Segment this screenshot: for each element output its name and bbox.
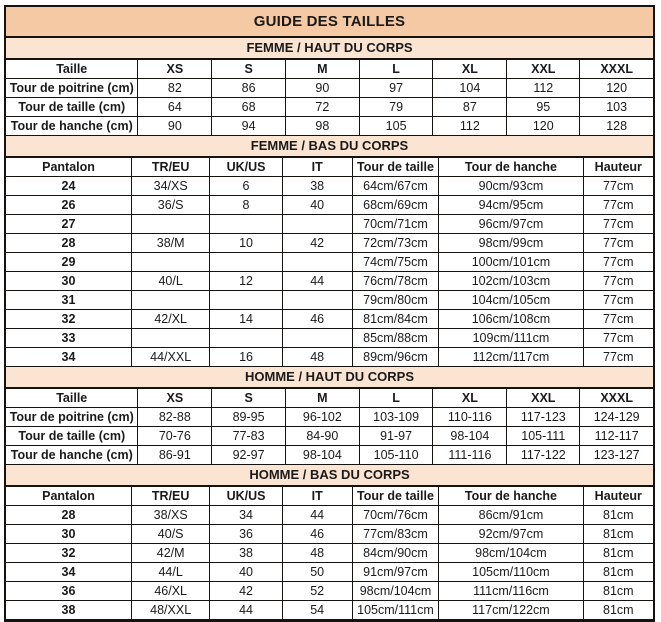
table-cell: 104 — [433, 79, 507, 98]
row-label: 33 — [6, 329, 132, 348]
table-cell: 72 — [285, 98, 359, 117]
row-label: 36 — [6, 582, 132, 601]
column-header: Hauteur — [583, 487, 653, 506]
column-header: Taille — [6, 389, 138, 408]
table-cell: 102cm/103cm — [439, 272, 583, 291]
table-cell: 94cm/95cm — [439, 196, 583, 215]
table-cell — [210, 215, 282, 234]
row-label: 24 — [6, 177, 132, 196]
table-cell: 10 — [210, 234, 282, 253]
table-cell: 110-116 — [433, 408, 507, 427]
row-label: Tour de taille (cm) — [6, 427, 138, 446]
table-cell: 82 — [138, 79, 212, 98]
table-cell: 98cm/99cm — [439, 234, 583, 253]
table-cell: 77cm — [583, 215, 653, 234]
table-row — [6, 582, 653, 601]
table-cell: 72cm/73cm — [352, 234, 439, 253]
column-header: TR/EU — [132, 158, 210, 177]
table-cell: 111-116 — [433, 446, 507, 465]
table-cell: 6 — [210, 177, 282, 196]
table-cell: 85cm/88cm — [352, 329, 439, 348]
table-row — [6, 525, 653, 544]
table-cell: 12 — [210, 272, 282, 291]
column-header: S — [212, 389, 286, 408]
table-cell: 112 — [507, 79, 580, 98]
row-label: 26 — [6, 196, 132, 215]
row-label: 32 — [6, 310, 132, 329]
row-label: 30 — [6, 272, 132, 291]
table-cell: 42 — [282, 234, 352, 253]
table-cell: 123-127 — [580, 446, 653, 465]
table-cell: 42/M — [132, 544, 210, 563]
size-table — [6, 388, 653, 465]
table-cell: 105cm/111cm — [352, 601, 439, 620]
size-guide — [4, 5, 655, 622]
row-label: 28 — [6, 506, 132, 525]
table-header-row — [6, 389, 653, 408]
column-header: UK/US — [210, 487, 282, 506]
table-cell: 90 — [285, 79, 359, 98]
table-cell: 44 — [282, 272, 352, 291]
table-cell: 48 — [282, 348, 352, 367]
table-cell: 90 — [138, 117, 212, 136]
table-cell: 94 — [212, 117, 286, 136]
table-cell: 46 — [282, 525, 352, 544]
table-cell: 111cm/116cm — [439, 582, 583, 601]
table-cell: 81cm — [583, 582, 653, 601]
table-row — [6, 177, 653, 196]
table-cell: 52 — [282, 582, 352, 601]
table-cell — [132, 291, 210, 310]
table-cell: 86cm/91cm — [439, 506, 583, 525]
column-header: XL — [433, 60, 507, 79]
column-header: XS — [138, 60, 212, 79]
table-cell: 46/XL — [132, 582, 210, 601]
table-cell: 84cm/90cm — [352, 544, 439, 563]
table-cell: 86-91 — [138, 446, 212, 465]
table-cell: 42 — [210, 582, 282, 601]
table-cell: 98cm/104cm — [439, 544, 583, 563]
row-label: 28 — [6, 234, 132, 253]
table-cell: 50 — [282, 563, 352, 582]
table-header-row — [6, 60, 653, 79]
table-cell: 14 — [210, 310, 282, 329]
row-label: 32 — [6, 544, 132, 563]
table-cell: 54 — [282, 601, 352, 620]
table-cell: 16 — [210, 348, 282, 367]
table-cell: 97 — [359, 79, 433, 98]
table-cell: 90cm/93cm — [439, 177, 583, 196]
table-cell: 98-104 — [285, 446, 359, 465]
table-cell: 77cm — [583, 348, 653, 367]
table-cell: 40/S — [132, 525, 210, 544]
section-heading: HOMME / BAS DU CORPS — [6, 465, 653, 486]
table-cell: 77cm — [583, 196, 653, 215]
column-header: L — [359, 389, 433, 408]
table-cell: 76cm/78cm — [352, 272, 439, 291]
table-row — [6, 234, 653, 253]
table-cell: 44 — [282, 506, 352, 525]
table-cell: 34/XS — [132, 177, 210, 196]
table-cell: 70-76 — [138, 427, 212, 446]
column-header: Tour de taille — [352, 487, 439, 506]
table-cell: 64cm/67cm — [352, 177, 439, 196]
table-cell: 96-102 — [285, 408, 359, 427]
table-row — [6, 427, 653, 446]
table-row — [6, 291, 653, 310]
table-row — [6, 348, 653, 367]
row-label: Tour de poitrine (cm) — [6, 408, 138, 427]
table-cell: 81cm — [583, 525, 653, 544]
table-cell: 81cm/84cm — [352, 310, 439, 329]
column-header: XS — [138, 389, 212, 408]
table-cell: 112cm/117cm — [439, 348, 583, 367]
table-cell — [282, 215, 352, 234]
table-cell: 96cm/97cm — [439, 215, 583, 234]
size-guide-sections — [6, 38, 653, 620]
table-cell: 77-83 — [212, 427, 286, 446]
column-header: XXXL — [580, 389, 653, 408]
column-header: XXL — [507, 389, 580, 408]
table-header-row — [6, 487, 653, 506]
table-cell: 81cm — [583, 506, 653, 525]
table-cell: 38/M — [132, 234, 210, 253]
table-row — [6, 544, 653, 563]
table-cell: 84-90 — [285, 427, 359, 446]
column-header: Tour de taille — [352, 158, 439, 177]
table-cell: 100cm/101cm — [439, 253, 583, 272]
table-cell: 79cm/80cm — [352, 291, 439, 310]
column-header: Tour de hanche — [439, 487, 583, 506]
table-header-row — [6, 158, 653, 177]
table-cell: 68 — [212, 98, 286, 117]
table-cell: 91cm/97cm — [352, 563, 439, 582]
table-cell: 70cm/71cm — [352, 215, 439, 234]
table-cell: 74cm/75cm — [352, 253, 439, 272]
table-cell: 77cm — [583, 234, 653, 253]
row-label: 30 — [6, 525, 132, 544]
table-cell: 109cm/111cm — [439, 329, 583, 348]
column-header: Tour de hanche — [439, 158, 583, 177]
column-header: XXL — [507, 60, 580, 79]
column-header: XXXL — [580, 60, 653, 79]
table-cell: 40 — [282, 196, 352, 215]
table-cell: 89-95 — [212, 408, 286, 427]
table-cell: 98cm/104cm — [352, 582, 439, 601]
table-cell: 120 — [580, 79, 653, 98]
table-row — [6, 215, 653, 234]
row-label: 27 — [6, 215, 132, 234]
table-cell: 40/L — [132, 272, 210, 291]
row-label: 29 — [6, 253, 132, 272]
size-table — [6, 157, 653, 367]
table-cell: 81cm — [583, 563, 653, 582]
column-header: IT — [282, 487, 352, 506]
table-row — [6, 98, 653, 117]
table-cell — [282, 253, 352, 272]
table-cell: 92cm/97cm — [439, 525, 583, 544]
table-row — [6, 506, 653, 525]
column-header: IT — [282, 158, 352, 177]
table-cell: 34 — [210, 506, 282, 525]
table-cell: 86 — [212, 79, 286, 98]
row-label: Tour de hanche (cm) — [6, 446, 138, 465]
column-header: Pantalon — [6, 487, 132, 506]
page-title: GUIDE DES TAILLES — [6, 7, 653, 38]
table-cell: 112 — [433, 117, 507, 136]
table-cell: 98-104 — [433, 427, 507, 446]
column-header: S — [212, 60, 286, 79]
table-cell: 77cm — [583, 177, 653, 196]
table-cell — [210, 253, 282, 272]
table-row — [6, 601, 653, 620]
table-cell: 87 — [433, 98, 507, 117]
section-heading: FEMME / HAUT DU CORPS — [6, 38, 653, 59]
column-header: Taille — [6, 60, 138, 79]
size-table — [6, 486, 653, 620]
table-cell: 40 — [210, 563, 282, 582]
table-cell: 38/XS — [132, 506, 210, 525]
table-cell: 105-111 — [507, 427, 580, 446]
table-row — [6, 79, 653, 98]
table-cell: 112-117 — [580, 427, 653, 446]
table-cell: 46 — [282, 310, 352, 329]
table-cell: 105cm/110cm — [439, 563, 583, 582]
row-label: Tour de hanche (cm) — [6, 117, 138, 136]
table-cell: 77cm — [583, 329, 653, 348]
table-cell: 44 — [210, 601, 282, 620]
table-cell: 79 — [359, 98, 433, 117]
column-header: XL — [433, 389, 507, 408]
table-cell: 68cm/69cm — [352, 196, 439, 215]
table-cell: 117-122 — [507, 446, 580, 465]
table-cell — [132, 253, 210, 272]
table-cell: 36/S — [132, 196, 210, 215]
column-header: M — [285, 389, 359, 408]
table-cell: 95 — [507, 98, 580, 117]
table-row — [6, 196, 653, 215]
table-row — [6, 272, 653, 291]
table-cell: 38 — [282, 177, 352, 196]
table-cell: 36 — [210, 525, 282, 544]
table-cell: 48/XXL — [132, 601, 210, 620]
table-cell: 8 — [210, 196, 282, 215]
row-label: 31 — [6, 291, 132, 310]
table-cell: 105 — [359, 117, 433, 136]
table-cell: 117cm/122cm — [439, 601, 583, 620]
column-header: Hauteur — [583, 158, 653, 177]
table-cell: 89cm/96cm — [352, 348, 439, 367]
table-row — [6, 446, 653, 465]
table-cell: 77cm — [583, 272, 653, 291]
table-row — [6, 117, 653, 136]
table-cell: 98 — [285, 117, 359, 136]
table-cell: 81cm — [583, 601, 653, 620]
table-row — [6, 408, 653, 427]
table-cell: 44/XXL — [132, 348, 210, 367]
table-cell — [132, 329, 210, 348]
table-cell: 77cm — [583, 310, 653, 329]
table-cell: 117-123 — [507, 408, 580, 427]
table-cell: 82-88 — [138, 408, 212, 427]
table-cell: 42/XL — [132, 310, 210, 329]
table-cell: 64 — [138, 98, 212, 117]
table-row — [6, 253, 653, 272]
table-cell: 77cm — [583, 291, 653, 310]
table-cell — [132, 215, 210, 234]
table-cell: 91-97 — [359, 427, 433, 446]
section-heading: FEMME / BAS DU CORPS — [6, 136, 653, 157]
table-cell: 103 — [580, 98, 653, 117]
column-header: L — [359, 60, 433, 79]
row-label: Tour de poitrine (cm) — [6, 79, 138, 98]
table-cell: 38 — [210, 544, 282, 563]
size-table — [6, 59, 653, 136]
table-cell: 81cm — [583, 544, 653, 563]
row-label: Tour de taille (cm) — [6, 98, 138, 117]
row-label: 34 — [6, 348, 132, 367]
table-cell: 106cm/108cm — [439, 310, 583, 329]
table-cell: 48 — [282, 544, 352, 563]
table-cell: 120 — [507, 117, 580, 136]
table-cell: 105-110 — [359, 446, 433, 465]
table-row — [6, 310, 653, 329]
table-cell: 92-97 — [212, 446, 286, 465]
column-header: Pantalon — [6, 158, 132, 177]
table-cell: 44/L — [132, 563, 210, 582]
table-cell: 103-109 — [359, 408, 433, 427]
table-cell — [282, 329, 352, 348]
table-cell: 77cm — [583, 253, 653, 272]
table-cell — [210, 329, 282, 348]
table-cell: 70cm/76cm — [352, 506, 439, 525]
table-cell: 104cm/105cm — [439, 291, 583, 310]
column-header: UK/US — [210, 158, 282, 177]
row-label: 34 — [6, 563, 132, 582]
section-heading: HOMME / HAUT DU CORPS — [6, 367, 653, 388]
table-cell — [210, 291, 282, 310]
column-header: M — [285, 60, 359, 79]
table-cell: 128 — [580, 117, 653, 136]
row-label: 38 — [6, 601, 132, 620]
table-cell: 77cm/83cm — [352, 525, 439, 544]
table-row — [6, 329, 653, 348]
table-row — [6, 563, 653, 582]
column-header: TR/EU — [132, 487, 210, 506]
table-cell: 124-129 — [580, 408, 653, 427]
table-cell — [282, 291, 352, 310]
